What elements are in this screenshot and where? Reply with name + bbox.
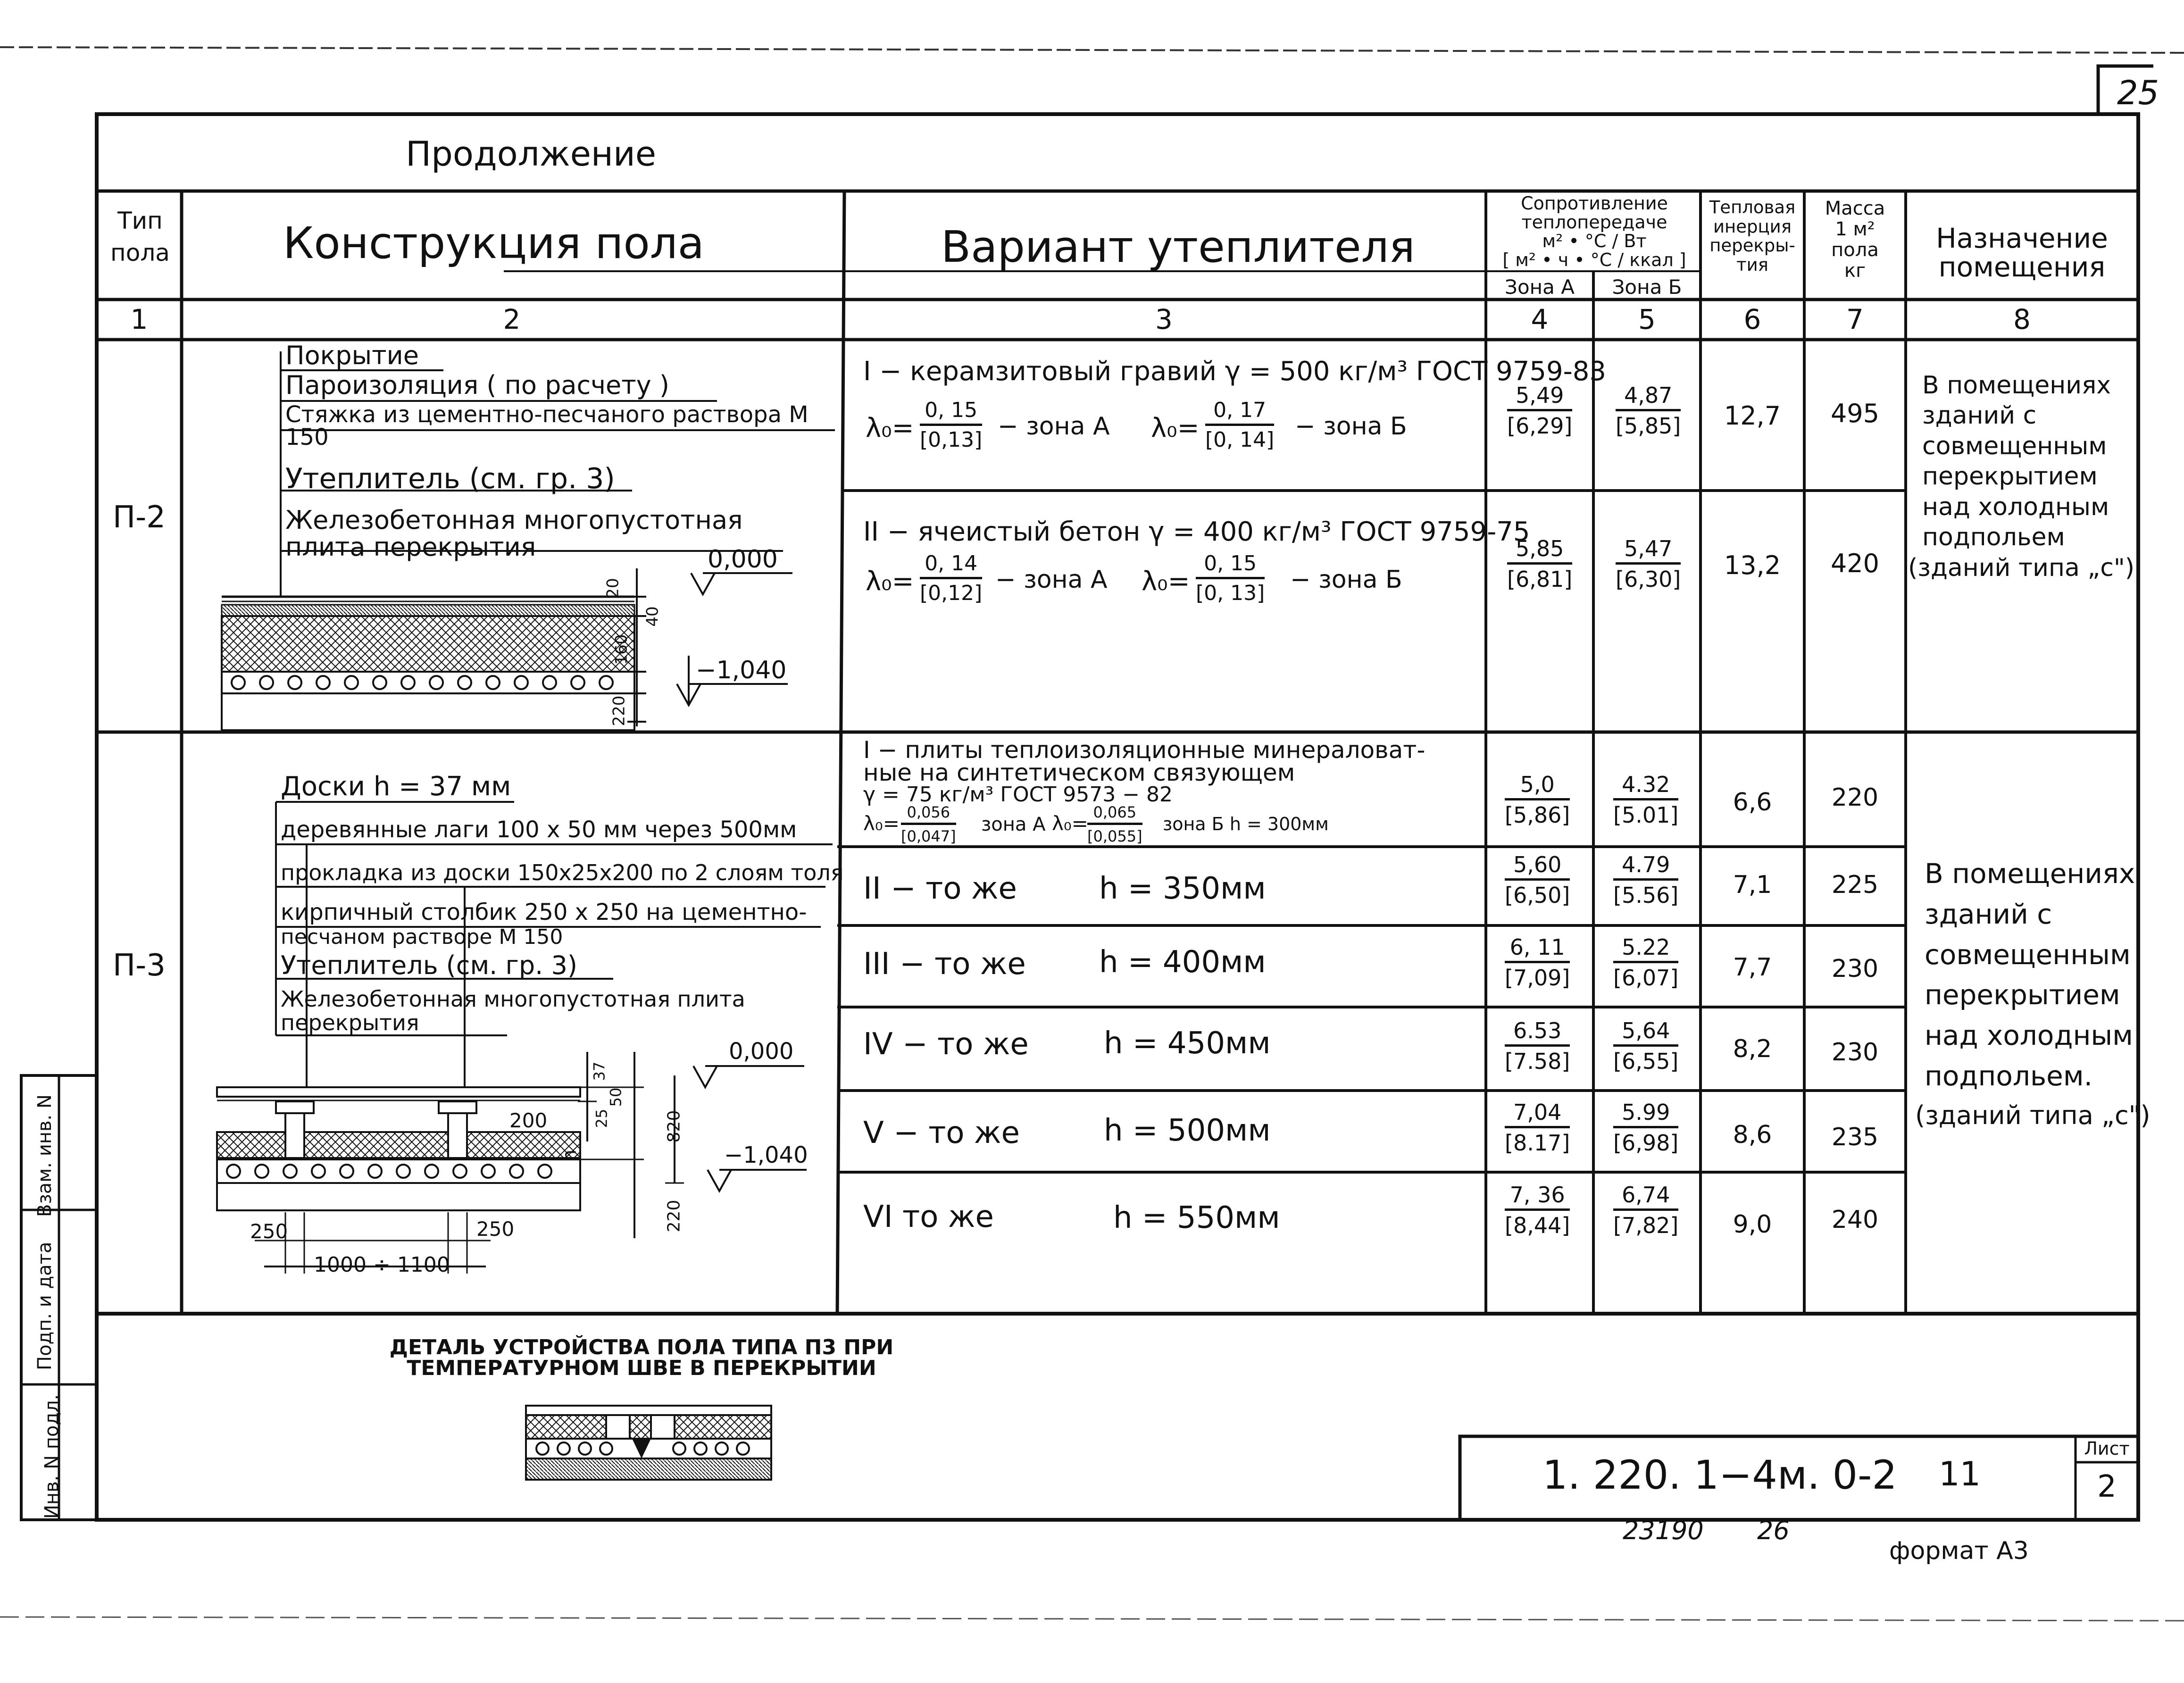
p3-layer-5: песчаном растворе М 150 [281, 925, 563, 949]
row-type-p2: П-2 [113, 500, 166, 535]
p3-v5-label: V − то же [863, 1116, 1020, 1150]
p2-v1-lambda-b [1205, 400, 1274, 450]
p3-v2-label: II − то же [863, 871, 1017, 906]
p3-v3-r-b [1613, 936, 1678, 989]
p2-purpose-l4: перекрытием [1922, 462, 2098, 491]
p2-v1-lambda-a-kcal: [0,13] [920, 428, 983, 452]
p3-v5-mass: 235 [1831, 1123, 1879, 1151]
header-col45-line2: теплопередаче [1521, 211, 1667, 233]
p2-purpose-l2: зданий с [1922, 401, 2037, 430]
p3-v5-r-a-kcal: [8.17] [1505, 1130, 1570, 1156]
p2-v1-lambda-a [920, 400, 982, 450]
p3-v1-r-a [1505, 774, 1570, 826]
p3-v4-r-b-kcal: [6,55] [1613, 1049, 1679, 1074]
p3-purpose-l7: (зданий типа „с") [1915, 1100, 2151, 1130]
inventory-number: 23190 [1623, 1516, 1704, 1545]
p3-v2-mass: 225 [1831, 871, 1879, 899]
document-code: 1. 220. 1−4м. 0-2 [1542, 1452, 1897, 1498]
p2-v2-r-a-kcal: [6,81] [1507, 567, 1573, 592]
p3-v2-r-b-kcal: [5.56] [1613, 883, 1679, 908]
p2-layer-1: Покрытие [285, 341, 419, 370]
p2-v2-r-a-value: 5,85 [1507, 538, 1572, 565]
p3-v3-inertia: 7,7 [1733, 953, 1772, 982]
header-col6 [1701, 198, 1804, 275]
header-col8-l1: Назначение [1936, 222, 2108, 254]
p2-v2-zone-a: − зона А [995, 566, 1108, 594]
p2-level-top: 0,000 [708, 545, 778, 574]
header-col6-l4: тия [1736, 255, 1768, 275]
p2-v1-lambda-b-value: 0, 17 [1205, 400, 1274, 426]
p2-v1-r-a [1507, 384, 1572, 437]
p2-v2-r-a [1507, 538, 1572, 590]
col-num-5: 5 [1638, 303, 1656, 335]
p3-v1-r-a-value: 5,0 [1505, 774, 1570, 800]
p2-purpose-l6: подпольем [1922, 523, 2065, 552]
p3-v1-zone-b: зона Б h = 300мм [1163, 814, 1329, 834]
p3-dim-220: 220 [664, 1200, 684, 1233]
p3-dim-25: 25 [592, 1108, 611, 1128]
p2-dim-220: 220 [609, 695, 629, 726]
p3-layer-1: Доски h = 37 мм [281, 771, 511, 802]
p3-v5-h: h = 500мм [1104, 1113, 1271, 1148]
p2-purpose [1908, 370, 2135, 583]
p3-layer-2: деревянные лаги 100 х 50 мм через 500мм [281, 817, 797, 843]
header-col7 [1804, 198, 1906, 281]
stamp-sign-label: Подп. и дата [34, 1241, 56, 1370]
p2-v2-r-b-kcal: [6,30] [1616, 567, 1681, 592]
page-number: 25 [2117, 74, 2159, 112]
header-zone-b: Зона Б [1612, 275, 1682, 299]
p2-v2-zone-b: − зона Б [1290, 566, 1402, 594]
p2-level-bottom: −1,040 [696, 656, 787, 684]
p2-v1-desc: I − керамзитовый гравий γ = 500 кг/м³ ГОСТ 9759-83 [863, 356, 1607, 387]
p2-v2-lambda-b-value: 0, 15 [1196, 553, 1265, 579]
p3-v6-r-a [1505, 1184, 1570, 1236]
header-col7-l4: кг [1844, 260, 1866, 282]
p3-v3-mass: 230 [1831, 955, 1879, 983]
p2-purpose-l3: совмещенным [1922, 432, 2107, 460]
p2-layer-3: Стяжка из цементно-песчаного раствора М 150 [285, 401, 809, 450]
p2-v1-r-b-kcal: [5,85] [1616, 413, 1681, 439]
p3-purpose-l2: зданий с [1925, 898, 2052, 930]
p3-purpose-l3: совмещенным [1925, 938, 2131, 971]
header-col45-line3: м² • °С / Вт [1542, 230, 1647, 251]
p3-v3-h: h = 400мм [1099, 945, 1266, 980]
header-col6-l3: перекры- [1709, 235, 1795, 256]
inventory-number-2: 26 [1757, 1516, 1790, 1545]
p3-dim-span: 1000 ÷ 1100 [314, 1253, 450, 1277]
p3-v3-r-a-value: 6, 11 [1505, 936, 1570, 963]
p3-v2-r-b-value: 4.79 [1613, 854, 1678, 881]
header-col7-l1: Масса [1825, 198, 1885, 219]
detail-caption [382, 1337, 901, 1379]
p2-v2-mass: 420 [1830, 549, 1880, 578]
header-col45-line1: Сопротивление [1521, 193, 1668, 214]
p3-v3-r-b-value: 5.22 [1613, 936, 1678, 963]
p3-v5-r-b-kcal: [6,98] [1613, 1130, 1679, 1156]
header-col7-l2: 1 м² [1835, 218, 1875, 240]
p3-v1-line1: I − плиты теплоизоляционные минераловат- [863, 736, 1425, 764]
p3-purpose-l5: над холодным [1925, 1019, 2133, 1052]
p2-v2-desc: II − ячеистый бетон γ = 400 кг/м³ ГОСТ 9759-75 [863, 517, 1530, 547]
p3-v5-r-b-value: 5.99 [1613, 1101, 1678, 1128]
continuation-label: Продолжение [406, 134, 657, 174]
p2-dim-20: 20 [603, 578, 623, 599]
col-num-7: 7 [1846, 303, 1864, 335]
p3-v1-r-b [1613, 774, 1678, 826]
p2-v1-lambda-a-symbol: λ₀= [866, 413, 914, 443]
p3-v5-r-b [1613, 1101, 1678, 1154]
p3-v6-r-b-value: 6,74 [1613, 1184, 1678, 1211]
p2-v2-r-b [1616, 538, 1681, 590]
p3-layer-7: Железобетонная многопустотная плита [281, 986, 745, 1012]
p3-purpose [1915, 854, 2151, 1134]
p3-purpose-l4: перекрытием [1925, 979, 2120, 1011]
p3-v6-mass: 240 [1831, 1206, 1879, 1234]
p2-v1-r-b [1616, 384, 1681, 437]
p3-v3-r-a-kcal: [7,09] [1505, 965, 1570, 991]
p3-v2-inertia: 7,1 [1733, 871, 1772, 899]
p3-v1-r-a-kcal: [5,86] [1505, 802, 1570, 828]
p3-v1-inertia: 6,6 [1733, 788, 1772, 817]
p3-v1-lambda-b-kcal: [0,055] [1087, 827, 1142, 845]
p3-v3-r-a [1505, 936, 1570, 989]
p3-v3-r-b-kcal: [6,07] [1613, 965, 1679, 991]
p3-v4-r-b-value: 5,64 [1613, 1020, 1678, 1047]
p3-v4-label: IV − то же [863, 1027, 1029, 1062]
p3-dim-250-left: 250 [250, 1220, 288, 1243]
p2-v2-lambda-b-kcal: [0, 13] [1196, 581, 1265, 605]
p2-v2-inertia: 13,2 [1724, 550, 1781, 580]
p3-v1-zone-a: зона А [981, 814, 1046, 835]
format-label: формат А3 [1889, 1537, 2029, 1565]
col-num-6: 6 [1743, 303, 1761, 335]
p3-v4-mass: 230 [1831, 1038, 1879, 1066]
p3-v5-r-a [1505, 1101, 1570, 1154]
p3-v1-lambda-a-kcal: [0,047] [901, 827, 956, 845]
p3-v6-r-a-value: 7, 36 [1505, 1184, 1570, 1211]
header-col8-l2: помещения [1938, 250, 2106, 283]
p3-v6-label: VI то же [863, 1200, 994, 1234]
p2-v1-inertia: 12,7 [1724, 401, 1781, 431]
p3-v1-r-b-kcal: [5.01] [1613, 802, 1679, 828]
p2-v1-lambda-b-kcal: [0, 14] [1205, 428, 1275, 452]
p2-v2-lambda-a-value: 0, 14 [920, 553, 982, 579]
p3-v1-line2: ные на синтетическом связующем [863, 759, 1295, 786]
header-col2: Конструкция пола [283, 218, 704, 268]
p3-v4-h: h = 450мм [1104, 1026, 1271, 1061]
p3-purpose-l6: подпольем. [1925, 1060, 2093, 1092]
p2-v2-lambda-b [1196, 553, 1265, 604]
p2-v1-zone-a: − зона А [998, 412, 1110, 441]
p3-v5-r-a-value: 7,04 [1505, 1101, 1570, 1128]
col-num-1: 1 [130, 303, 148, 335]
header-col6-l2: инерция [1713, 216, 1792, 237]
header-col7-l3: пола [1831, 239, 1879, 261]
p3-v1-lambda-a-value: 0,056 [901, 805, 956, 825]
header-col3: Вариант утеплителя [941, 222, 1415, 272]
document-code-suffix: 11 [1939, 1455, 1981, 1493]
p3-v2-h: h = 350мм [1099, 871, 1266, 906]
p3-v1-lambda-a [901, 805, 956, 844]
col-num-4: 4 [1531, 303, 1549, 335]
p2-dim-160: 160 [612, 634, 631, 665]
p3-v2-r-b [1613, 854, 1678, 906]
p3-v1-lambda-b-symbol: λ₀= [1052, 812, 1088, 835]
p3-dim-37: 37 [590, 1061, 609, 1081]
detail-drawing [526, 1406, 771, 1480]
p3-dim-820: 820 [664, 1110, 684, 1143]
row-type-p3: П-3 [113, 948, 166, 983]
p3-v1-mass: 220 [1831, 783, 1879, 812]
p2-purpose-l7: (зданий типа „с") [1908, 553, 2135, 582]
stamp-inv-label: Инв. N подл. [41, 1394, 63, 1519]
p3-dim-h: h [559, 1150, 581, 1162]
p2-v1-r-a-value: 5,49 [1507, 384, 1572, 411]
p3-v6-r-a-kcal: [8,44] [1505, 1213, 1570, 1238]
p3-v4-inertia: 8,2 [1733, 1035, 1772, 1063]
p3-layer-8: перекрытия [281, 1010, 419, 1035]
p2-purpose-l1: В помещениях [1922, 371, 2111, 400]
p2-layer-2: Пароизоляция ( по расчету ) [285, 370, 669, 400]
p3-v6-inertia: 9,0 [1733, 1210, 1772, 1239]
p3-level-bottom: −1,040 [724, 1142, 808, 1168]
p3-v6-r-b-kcal: [7,82] [1613, 1213, 1679, 1238]
sheet-label: Лист [2084, 1438, 2130, 1459]
header-col45 [1491, 194, 1698, 270]
p2-v2-lambda-a-symbol: λ₀= [866, 566, 914, 597]
p3-v1-lambda-a-symbol: λ₀= [863, 812, 900, 835]
p3-v1-lambda-b [1087, 805, 1142, 844]
p3-v6-h: h = 550мм [1113, 1200, 1280, 1235]
p2-v1-lambda-b-symbol: λ₀= [1151, 413, 1200, 443]
p2-layer-4: Утеплитель (см. гр. 3) [285, 462, 615, 495]
p3-dim-50: 50 [607, 1087, 625, 1107]
p3-v4-r-a-value: 6.53 [1505, 1020, 1570, 1047]
header-col45-line4: [ м² • ч • °С / ккал ] [1502, 249, 1686, 270]
p2-layer-5: Железобетонная многопустотная плита перекрытия [285, 505, 743, 562]
p2-v1-r-b-value: 4,87 [1616, 384, 1681, 411]
p2-v1-r-a-kcal: [6,29] [1507, 413, 1573, 439]
p2-purpose-l5: над холодным [1922, 492, 2109, 521]
col-num-3: 3 [1155, 303, 1173, 335]
p3-v1-lambda-b-value: 0,065 [1087, 805, 1142, 825]
p3-v1-r-b-value: 4.32 [1613, 774, 1678, 800]
detail-caption-l1: ДЕТАЛЬ УСТРОЙСТВА ПОЛА ТИПА П3 ПРИ [389, 1335, 894, 1359]
p3-dim-250-right: 250 [476, 1217, 515, 1241]
col-num-2: 2 [503, 303, 521, 335]
header-col8 [1906, 224, 2138, 282]
detail-caption-l2: ТЕМПЕРАТУРНОМ ШВЕ В ПЕРЕКРЫТИИ [407, 1356, 876, 1380]
p3-v4-r-a [1505, 1020, 1570, 1072]
p3-layer-3: прокладка из доски 150х25х200 по 2 слоям толя [281, 860, 844, 885]
p3-v4-r-a-kcal: [7.58] [1505, 1049, 1570, 1074]
p2-v1-zone-b: − зона Б [1295, 412, 1407, 441]
header-col6-l1: Тепловая [1709, 197, 1796, 217]
header-zone-a: Зона А [1505, 275, 1575, 299]
col-num-8: 8 [2013, 303, 2031, 335]
p3-v2-r-a-kcal: [6,50] [1505, 883, 1570, 908]
p2-v1-mass: 495 [1830, 399, 1880, 428]
p3-v4-r-b [1613, 1020, 1678, 1072]
p2-v2-r-b-value: 5,47 [1616, 538, 1681, 565]
p3-v1-line3: γ = 75 кг/м³ ГОСТ 9573 − 82 [863, 783, 1173, 807]
p3-v3-label: III − то же [863, 947, 1026, 982]
p2-v1-lambda-a-value: 0, 15 [920, 400, 982, 426]
p3-dim-200: 200 [509, 1109, 548, 1132]
p2-v2-lambda-a-kcal: [0,12] [920, 581, 983, 605]
p3-layer-4: кирпичный столбик 250 х 250 на цементно- [281, 899, 807, 925]
p3-v6-r-b [1613, 1184, 1678, 1236]
sheet-number: 2 [2097, 1469, 2117, 1504]
header-col1: Тип пола [110, 207, 170, 267]
p3-layer-6: Утеплитель (см. гр. 3) [281, 950, 577, 980]
p2-dim-40: 40 [643, 606, 662, 627]
stamp-replace-label: Взам. инв. N [34, 1094, 56, 1217]
p3-v5-inertia: 8,6 [1733, 1121, 1772, 1149]
p3-v2-r-a-value: 5,60 [1505, 854, 1570, 881]
p3-level-top: 0,000 [729, 1038, 794, 1065]
p2-v2-lambda-b-symbol: λ₀= [1142, 566, 1190, 597]
p2-v2-lambda-a [920, 553, 982, 604]
p3-purpose-l1: В помещениях [1925, 858, 2135, 890]
p3-v2-r-a [1505, 854, 1570, 906]
